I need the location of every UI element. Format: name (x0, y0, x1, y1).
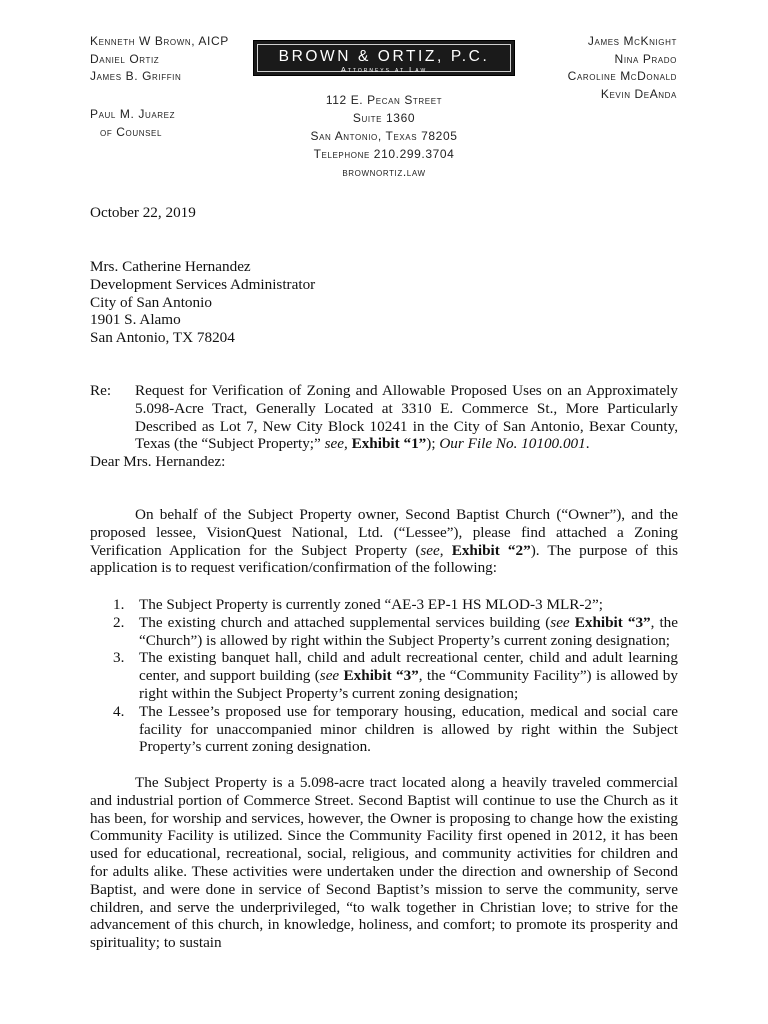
firm-logo-frame (257, 44, 511, 72)
of-counsel-name: Paul M. Juarez (90, 107, 176, 121)
firm-address (250, 91, 518, 181)
exhibit-ref: Exhibit “3” (343, 667, 419, 685)
recipient-line: City of San Antonio (90, 293, 212, 311)
partner-names-left (90, 33, 229, 86)
list-number: 2. (113, 613, 125, 631)
recipient-block (90, 258, 315, 347)
address-line: San Antonio, Texas 78205 (310, 129, 458, 143)
of-counsel-title: of Counsel (100, 124, 163, 139)
website: brownortiz.law (342, 165, 426, 179)
recipient-line: 1901 S. Alamo (90, 311, 181, 329)
recipient-line: San Antonio, TX 78204 (90, 329, 235, 347)
attorney-name: James McKnight (587, 34, 677, 48)
re-label: Re: (90, 382, 112, 399)
list-item: 3. The existing banquet hall, child and adult recreational center, child and adult learning center, and support building (see Exhibit “3”, the “Community Facility”) is allowed by right within the Subject Property’s current zoning designation; (113, 649, 678, 702)
attorney-name: Nina Prado (614, 51, 677, 66)
list-number: 1. (113, 596, 125, 613)
recipient-line: Mrs. Catherine Hernandez (90, 258, 251, 275)
list-number: 3. (113, 649, 125, 667)
exhibit-ref: Exhibit “2” (451, 541, 531, 559)
firm-name: BROWN & ORTIZ, P.C. (278, 48, 490, 65)
recipient-line: Development Services Administrator (90, 275, 316, 293)
address-line: 112 E. Pecan Street (325, 93, 443, 107)
numbered-list (113, 596, 678, 756)
partner-name: Daniel Ortiz (90, 51, 160, 66)
attorney-name: Caroline McDonald (567, 69, 677, 83)
body-paragraph: The Subject Property is a 5.098-acre tract located along a heavily traveled commercial and industrial portion of Commerce Street. Second Baptist will continue to use the Church as it has been, for worship and services, however, the Owner is proposing to change how the existing Community Facility is utilized. Since the Community Facility first opened in 2012, it has been used for educational, recreational, social, religious, and community activities for children and for adults alike. These activities were undertaken under the direction and ownership of Second Baptist, and were done in service of Second Baptist’s mission to serve the community, serve children, and serve the underprivileged, “to walk together in Christian love; to strive for the advancement of this church, in knowledge, holiness, and comfort; to promote its prosperity and spirituality; to sustain (90, 774, 678, 952)
firm-subtitle: Attorneys at Law (340, 65, 428, 74)
exhibit-ref: Exhibit “3” (574, 613, 651, 631)
of-counsel-block (90, 106, 175, 141)
list-item: 4. The Lessee’s proposed use for temporary housing, education, medical and social care facility for unaccompanied minor children is allowed by right within the Subject Property’s current zoning designation. (113, 702, 678, 756)
body-paragraph: On behalf of the Subject Property owner, Second Baptist Church (“Owner”), and the proposed lessee, VisionQuest National, Ltd. (“Lessee”), please find attached a Zoning Verification Application for the Subject Property (see, Exhibit “2”). The purpose of this application is to request verification/confirmation of the following: (90, 506, 679, 577)
file-number: Our File No. 10100.001 (439, 435, 586, 453)
attorney-name: Kevin DeAnda (600, 86, 677, 101)
attorney-names-right (568, 33, 677, 103)
firm-logo (253, 40, 515, 76)
letter-date: October 22, 2019 (90, 204, 196, 221)
subject-line (90, 382, 678, 453)
address-line: Telephone 210.299.3704 (313, 147, 455, 161)
list-number: 4. (113, 702, 125, 720)
partner-name: James B. Griffin (90, 69, 182, 83)
salutation: Dear Mrs. Hernandez: (90, 453, 226, 470)
exhibit-ref: Exhibit “1” (351, 435, 427, 453)
partner-name: Kenneth W Brown, AICP (90, 34, 229, 48)
address-line: Suite 1360 (352, 111, 416, 125)
re-text: Request for Verification of Zoning and Allowable Proposed Uses on an Approximately 5.098-Acre Tract, Generally Located at 3310 E. Commerce St., More Particularly Described as Lot 7, New City Block 10241 in the City of San Antonio, Bexar County, Texas (the “Subject Property;” see, Exhibit “1”); Our File No. 10100.001. (135, 382, 678, 453)
list-item: 1. The Subject Property is currently zoned “AE-3 EP-1 HS MLOD-3 MLR-2”; (113, 596, 603, 613)
list-item: 2. The existing church and attached supplemental services building (see Exhibit “3”, the “Church”) is allowed by right within the Subject Property’s current zoning designation; (113, 613, 679, 649)
